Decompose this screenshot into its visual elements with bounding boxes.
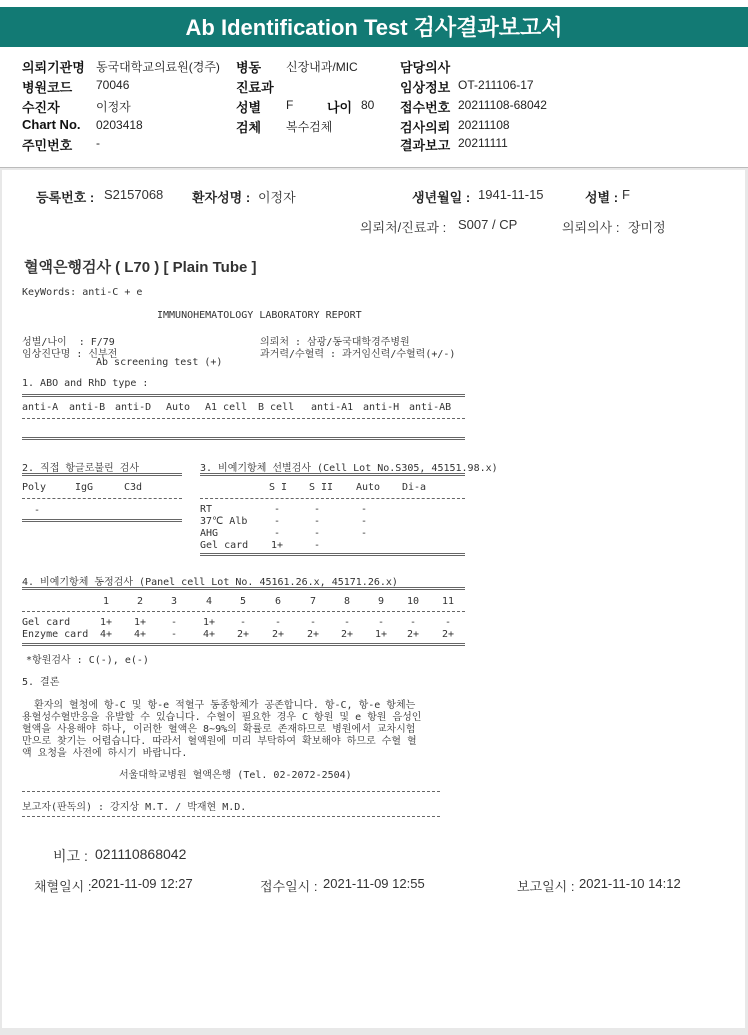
resident-no-label: 주민번호: [22, 138, 73, 153]
age-label: 나이: [327, 100, 353, 115]
remarks-value: 021110868042: [95, 846, 187, 862]
screen-cell: -: [313, 540, 321, 551]
panel-col: 1: [102, 596, 110, 607]
divider: [22, 498, 182, 499]
section-2-title: 2. 직접 항글로불린 검사: [22, 463, 140, 474]
panel-cell: 4+: [202, 629, 216, 640]
history: 과거력/수혈력 : 과거임신력/수혈력(+/-): [260, 349, 456, 360]
screen-cell: 1+: [270, 540, 284, 551]
screen-row-label: Gel card: [200, 540, 249, 551]
report-date-label: 결과보고: [400, 138, 451, 153]
institution-label: 의뢰기관명: [22, 60, 85, 75]
panel-cell: 1+: [133, 617, 147, 628]
chart-no-label: Chart No.: [22, 117, 81, 132]
dat-col-igg: IgG: [75, 482, 94, 493]
resident-no-value: -: [96, 136, 100, 150]
antigen-test: *항원검사 : C(-), e(-): [26, 655, 149, 666]
section-1-title: 1. ABO and RhD type :: [22, 378, 149, 389]
panel-col: 8: [343, 596, 351, 607]
collect-time-value: 2021-11-09 12:27: [91, 876, 193, 891]
divider: [200, 498, 465, 499]
panel-col: 10: [406, 596, 420, 607]
abo-col-auto: Auto: [166, 402, 191, 413]
panel-cell: 1+: [99, 617, 113, 628]
remarks-label: 비고 :: [53, 848, 88, 864]
divider: [200, 553, 465, 556]
panel-cell: -: [409, 617, 417, 628]
screen-cell: -: [313, 504, 321, 515]
divider: [200, 473, 465, 476]
panel-cell: 2+: [340, 629, 354, 640]
dat-col-poly: Poly: [22, 482, 47, 493]
panel-row-label: Enzyme card: [22, 629, 89, 640]
panel-col: 3: [170, 596, 178, 607]
section-3-title: 3. 비예기항체 선별검사 (Cell Lot No.S305, 45151.98.x): [200, 463, 498, 474]
panel-col: 9: [377, 596, 385, 607]
dept-label: 진료과: [236, 80, 274, 95]
reg-no-value: S2157068: [104, 187, 164, 202]
receipt-no-label: 접수번호: [400, 100, 451, 115]
lab-report-header: IMMUNOHEMATOLOGY LABORATORY REPORT: [157, 310, 362, 321]
sex-value: F: [286, 98, 294, 112]
panel-cell: -: [239, 617, 247, 628]
abo-col-anti-h: anti-H: [363, 402, 400, 413]
screen-row-label: AHG: [200, 528, 219, 539]
conclusion-line: 용혈성수혈반응을 유발할 수 있습니다. 수혈이 필요한 경우 C 항원 및 e 항원 음성인: [22, 712, 422, 723]
keywords: KeyWords: anti-C + e: [22, 287, 143, 298]
chart-no-value: 0203418: [96, 118, 143, 132]
specimen-value: 복수검체: [286, 120, 333, 134]
doctor-label: 담당의사: [400, 60, 451, 75]
conclusion-line: 액 요청을 사전에 하시기 바랍니다.: [22, 748, 188, 759]
abo-col-anti-d: anti-D: [115, 402, 152, 413]
hospital-code-label: 병원코드: [22, 80, 73, 95]
panel-col: 4: [205, 596, 213, 607]
institution-value: 동국대학교의료원(경주): [96, 60, 220, 74]
screen-cell: -: [313, 528, 321, 539]
panel-cell: -: [170, 617, 178, 628]
abo-col-anti-a: anti-A: [22, 402, 59, 413]
dat-col-c3d: C3d: [124, 482, 143, 493]
panel-cell: 2+: [271, 629, 285, 640]
report-date-value: 20211111: [458, 136, 508, 150]
screen-cell: -: [360, 504, 368, 515]
request-date-label: 검사의뢰: [400, 120, 451, 135]
patient-label: 수진자: [22, 100, 60, 115]
abo-col-a1-cell: A1 cell: [205, 402, 248, 413]
patient-name-label: 환자성명 :: [192, 190, 251, 205]
doc-doctor-label: 의뢰의사 :: [562, 220, 620, 235]
screen-cell: -: [273, 528, 281, 539]
panel-cell: -: [377, 617, 385, 628]
ward-label: 병동: [236, 60, 262, 75]
request-date-value: 20211108: [458, 118, 510, 132]
receipt-no-value: 20211108-68042: [458, 98, 547, 112]
screen-row-label: RT: [200, 504, 213, 515]
screen-cell: -: [273, 516, 281, 527]
panel-cell: 2+: [441, 629, 455, 640]
ward-value: 신장내과/MIC: [286, 60, 358, 74]
conclusion-line: 혈액을 사용해야 하나, 이러한 혈액은 8~9%의 확률로 존재하므로 병원에서 교차시험: [22, 724, 416, 735]
panel-cell: 4+: [99, 629, 113, 640]
panel-col: 7: [309, 596, 317, 607]
specimen-label: 검체: [236, 120, 262, 135]
divider: [22, 791, 440, 792]
dob-label: 생년월일 :: [412, 190, 471, 205]
age-value: 80: [361, 98, 375, 112]
divider: [22, 394, 465, 397]
reg-no-label: 등록번호 :: [36, 190, 95, 205]
screen-col-s2: S II: [309, 482, 334, 493]
panel-col: 6: [274, 596, 282, 607]
panel-cell: 4+: [133, 629, 147, 640]
report-time-label: 보고일시 :: [517, 879, 575, 894]
panel-col: 2: [136, 596, 144, 607]
divider: [22, 473, 182, 476]
divider: [22, 816, 440, 817]
panel-cell: 2+: [236, 629, 250, 640]
sex-age: 성별/나이 : F/79: [22, 337, 115, 348]
dob-value: 1941-11-15: [478, 187, 544, 202]
screen-row-label: 37℃ Alb: [200, 516, 248, 527]
abo-col-anti-ab: anti-AB: [409, 402, 452, 413]
screen-cell: -: [313, 516, 321, 527]
panel-cell: 1+: [202, 617, 216, 628]
receive-time-value: 2021-11-09 12:55: [323, 876, 425, 891]
screen-col-s1: S I: [269, 482, 288, 493]
patient-name-value: 이정자: [258, 190, 296, 205]
doc-sex-label: 성별 :: [585, 190, 619, 205]
doc-dept-value: S007 / CP: [458, 217, 518, 232]
panel-cell: -: [170, 629, 178, 640]
panel-cell: -: [343, 617, 351, 628]
divider: [22, 611, 465, 612]
conclusion-line: 환자의 혈청에 항-C 및 항-e 적혈구 동종항체가 공존합니다. 항-C, 항-e 항체는: [22, 700, 416, 711]
report-document: [2, 170, 745, 1028]
clinical-info-label: 임상정보: [400, 80, 451, 95]
diagnosis: 임상진단명 : 신부전: [22, 349, 118, 360]
screen-cell: -: [273, 504, 281, 515]
abo-col-anti-a1: anti-A1: [311, 402, 354, 413]
screen-col-di-a: Di-a: [402, 482, 427, 493]
conclusion-line: 만으로 찾기는 어렵습니다. 따라서 혈액원에 미리 부탁하여 확보해야 하므로 수혈 혈: [22, 736, 417, 747]
screen-cell: -: [360, 516, 368, 527]
patient-value: 이정자: [96, 100, 131, 114]
exam-title: 혈액은행검사 ( L70 ) [ Plain Tube ]: [24, 259, 257, 276]
panel-cell: -: [444, 617, 452, 628]
divider: [22, 418, 465, 419]
panel-cell: 2+: [306, 629, 320, 640]
report-header: [0, 0, 748, 168]
screening-result: Ab screening test (+): [96, 357, 223, 368]
hospital-code-value: 70046: [96, 78, 130, 92]
dat-result: -: [34, 505, 41, 516]
divider: [22, 437, 465, 440]
doc-sex-value: F: [622, 187, 630, 202]
doc-dept-label: 의뢰처/진료과 :: [360, 220, 447, 235]
reporter: 보고자(판독의) : 강지상 M.T. / 박재현 M.D.: [22, 802, 247, 813]
divider: [22, 643, 465, 646]
panel-row-label: Gel card: [22, 617, 71, 628]
abo-col-b-cell: B cell: [258, 402, 295, 413]
abo-col-anti-b: anti-B: [69, 402, 106, 413]
panel-col: 11: [441, 596, 455, 607]
panel-cell: 2+: [406, 629, 420, 640]
panel-cell: -: [274, 617, 282, 628]
panel-col: 5: [239, 596, 247, 607]
section-5-title: 5. 결론: [22, 677, 60, 688]
referrer: 의뢰처 : 삼광/동국대학경주병원: [260, 337, 410, 348]
divider: [22, 587, 465, 590]
panel-cell: -: [309, 617, 317, 628]
collect-time-label: 채혈일시 :: [34, 879, 92, 894]
divider: [22, 519, 182, 522]
report-title: Ab Identification Test 검사결과보고서: [0, 7, 748, 47]
screen-cell: -: [360, 528, 368, 539]
screen-col-auto: Auto: [356, 482, 381, 493]
receive-time-label: 접수일시 :: [260, 879, 318, 894]
report-time-value: 2021-11-10 14:12: [579, 876, 681, 891]
panel-cell: 1+: [374, 629, 388, 640]
doc-doctor-value: 장미정: [628, 220, 666, 235]
sex-label: 성별: [236, 100, 262, 115]
section-4-title: 4. 비예기항체 동정검사 (Panel cell Lot No. 45161.26.x, 45171.26.x): [22, 577, 398, 588]
lab-name: 서울대학교병원 혈액은행 (Tel. 02-2072-2504): [119, 770, 352, 781]
clinical-info-value: OT-211106-17: [458, 78, 534, 92]
